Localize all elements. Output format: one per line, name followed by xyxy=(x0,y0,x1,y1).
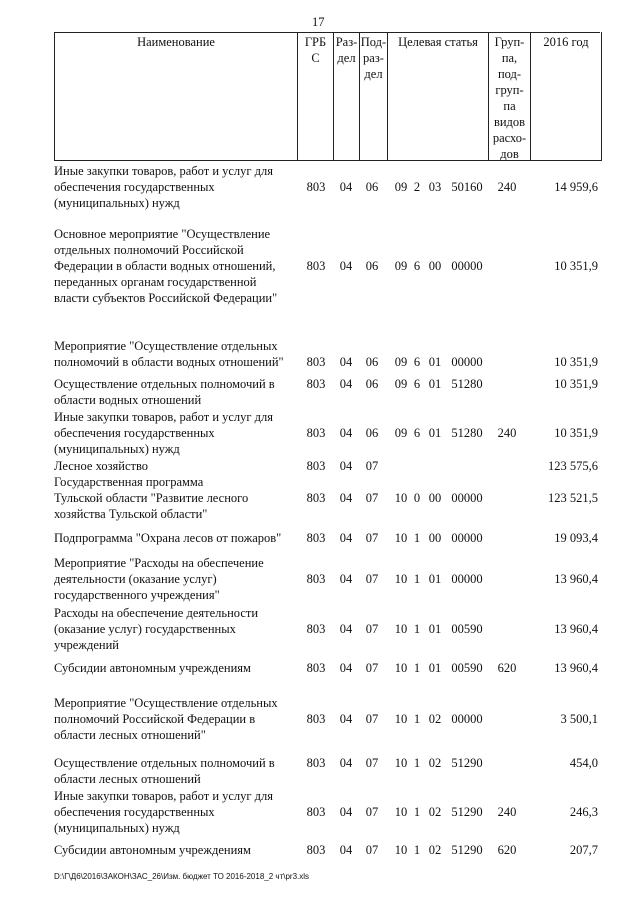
header-name xyxy=(55,32,297,160)
cell-b: 1 xyxy=(413,756,421,770)
cell-grbs: 803 xyxy=(306,622,326,636)
cell-razdel: 04 xyxy=(339,377,353,391)
header-group-line: видов xyxy=(493,115,526,129)
cell-b: 6 xyxy=(413,355,421,369)
cell-sum: 246,3 xyxy=(569,805,598,819)
header-group-line: груп- xyxy=(495,83,524,97)
cell-razdel: 04 xyxy=(339,622,353,636)
cell-c: 01 xyxy=(428,377,442,391)
cell-b: 1 xyxy=(413,622,421,636)
cell-a: 10 xyxy=(394,661,408,675)
cell-d: 00000 xyxy=(451,491,483,505)
row-name-line: (муниципальных) нужд xyxy=(54,196,180,210)
row-name-line: (оказание услуг) государственных xyxy=(54,622,236,636)
cell-razdel: 04 xyxy=(339,843,353,857)
cell-razdel: 04 xyxy=(339,756,353,770)
cell-c: 02 xyxy=(428,712,442,726)
cell-d: 00000 xyxy=(451,259,483,273)
cell-c: 01 xyxy=(428,661,442,675)
cell-c: 00 xyxy=(428,491,442,505)
row-name-line: (муниципальных) нужд xyxy=(54,442,180,456)
row-name-line: Субсидии автономным учреждениям xyxy=(54,661,251,675)
cell-sum: 10 351,9 xyxy=(554,259,598,273)
cell-razdel: 04 xyxy=(339,572,353,586)
cell-podr: 06 xyxy=(365,180,379,194)
cell-b: 2 xyxy=(413,180,421,194)
cell-a: 10 xyxy=(394,531,408,545)
row-name-line: Иные закупки товаров, работ и услуг для xyxy=(54,410,274,424)
cell-c: 01 xyxy=(428,426,442,440)
cell-d: 00000 xyxy=(451,355,483,369)
header-target-label: Целевая статья xyxy=(398,35,478,49)
cell-c: 03 xyxy=(428,180,442,194)
cell-d: 51290 xyxy=(451,843,483,857)
row-name xyxy=(54,695,296,743)
cell-grbs: 803 xyxy=(306,491,326,505)
header-group-line: под- xyxy=(497,67,522,81)
cell-podr: 07 xyxy=(365,572,379,586)
cell-b: 6 xyxy=(413,426,421,440)
cell-c: 02 xyxy=(428,756,442,770)
cell-sum: 14 959,6 xyxy=(554,180,598,194)
cell-sum: 13 960,4 xyxy=(554,622,598,636)
header-podrazdel-line: Под- xyxy=(360,35,387,49)
row-name-line: государственного учреждения" xyxy=(54,588,220,602)
cell-razdel: 04 xyxy=(339,355,353,369)
header-grbs xyxy=(297,32,333,160)
header-name-label: Наименование xyxy=(137,35,215,49)
header-grbs-line: С xyxy=(311,51,320,65)
row-name-line: хозяйства Тульской области" xyxy=(54,507,208,521)
cell-a: 09 xyxy=(394,180,408,194)
cell-razdel: 04 xyxy=(339,180,353,194)
row-name-line: Осуществление отдельных полномочий в xyxy=(54,756,275,770)
cell-grbs: 803 xyxy=(306,572,326,586)
cell-b: 1 xyxy=(413,661,421,675)
table-header xyxy=(54,32,602,161)
cell-grp: 240 xyxy=(497,180,517,194)
cell-grbs: 803 xyxy=(306,843,326,857)
header-group-line: дов xyxy=(500,147,519,161)
row-name-line: отдельных полномочий Российской xyxy=(54,243,244,257)
page-number: 17 xyxy=(312,15,325,29)
cell-a: 10 xyxy=(394,572,408,586)
row-name-line: Федерации в области водных отношений, xyxy=(54,259,276,273)
header-grbs-line: ГРБ xyxy=(304,35,327,49)
cell-podr: 07 xyxy=(365,756,379,770)
cell-c: 00 xyxy=(428,531,442,545)
cell-b: 1 xyxy=(413,531,421,545)
cell-grbs: 803 xyxy=(306,712,326,726)
cell-podr: 06 xyxy=(365,377,379,391)
row-name-line: Мероприятие "Осуществление отдельных xyxy=(54,339,278,353)
cell-b: 0 xyxy=(413,491,421,505)
row-name-line: Подпрограмма "Охрана лесов от пожаров" xyxy=(54,531,282,545)
header-podrazdel-line: раз- xyxy=(363,51,384,65)
row-name-line: Мероприятие "Осуществление отдельных xyxy=(54,696,278,710)
row-name-line: Иные закупки товаров, работ и услуг для xyxy=(54,789,274,803)
row-name-line: Мероприятие "Расходы на обеспечение xyxy=(54,556,264,570)
cell-a: 10 xyxy=(394,756,408,770)
header-group-line: расхо- xyxy=(492,131,527,145)
cell-a: 10 xyxy=(394,805,408,819)
row-name-line: обеспечения государственных xyxy=(54,180,215,194)
row-name xyxy=(54,605,296,653)
cell-grbs: 803 xyxy=(306,259,326,273)
cell-grp: 240 xyxy=(497,805,517,819)
cell-d: 51280 xyxy=(451,426,483,440)
cell-d: 51290 xyxy=(451,805,483,819)
cell-sum: 10 351,9 xyxy=(554,426,598,440)
cell-razdel: 04 xyxy=(339,259,353,273)
cell-a: 09 xyxy=(394,355,408,369)
cell-grbs: 803 xyxy=(306,180,326,194)
row-name-line: деятельности (оказание услуг) xyxy=(54,572,217,586)
cell-d: 00000 xyxy=(451,712,483,726)
cell-d: 00590 xyxy=(451,661,483,675)
cell-d: 51280 xyxy=(451,377,483,391)
header-razdel xyxy=(333,32,359,160)
cell-grbs: 803 xyxy=(306,756,326,770)
cell-grbs: 803 xyxy=(306,426,326,440)
row-name-line: обеспечения государственных xyxy=(54,805,215,819)
cell-grbs: 803 xyxy=(306,661,326,675)
cell-razdel: 04 xyxy=(339,712,353,726)
header-year-label: 2016 год xyxy=(543,35,589,49)
cell-podr: 06 xyxy=(365,259,379,273)
cell-sum: 13 960,4 xyxy=(554,572,598,586)
row-name-line: полномочий в области водных отношений" xyxy=(54,355,284,369)
header-target xyxy=(387,32,488,160)
header-podrazdel-line: дел xyxy=(364,67,383,81)
cell-sum: 10 351,9 xyxy=(554,355,598,369)
row-name-line: власти субъектов Российской Федерации" xyxy=(54,291,278,305)
cell-b: 1 xyxy=(413,572,421,586)
cell-b: 1 xyxy=(413,843,421,857)
cell-c: 00 xyxy=(428,259,442,273)
cell-sum: 19 093,4 xyxy=(554,531,598,545)
row-name xyxy=(54,226,296,306)
row-name-line: Осуществление отдельных полномочий в xyxy=(54,377,275,391)
cell-podr: 07 xyxy=(365,843,379,857)
cell-d: 51290 xyxy=(451,756,483,770)
cell-sum: 123 521,5 xyxy=(548,491,598,505)
header-group-line: Груп- xyxy=(494,35,525,49)
cell-grp: 620 xyxy=(497,661,517,675)
cell-a: 09 xyxy=(394,259,408,273)
row-name-line: (муниципальных) нужд xyxy=(54,821,180,835)
cell-sum: 10 351,9 xyxy=(554,377,598,391)
cell-podr: 07 xyxy=(365,622,379,636)
header-razdel-line: Раз- xyxy=(335,35,358,49)
cell-sum: 207,7 xyxy=(569,843,598,857)
cell-podr: 07 xyxy=(365,661,379,675)
cell-a: 10 xyxy=(394,843,408,857)
row-name xyxy=(54,409,296,457)
file-path-footer: D:\Г\Д6\2016\ЗАКОН\ЗАС_26\Изм. бюджет ТО 2016-2018_2 чт\pr3.xls xyxy=(54,872,310,881)
cell-c: 02 xyxy=(428,805,442,819)
row-name xyxy=(54,338,296,370)
cell-grbs: 803 xyxy=(306,805,326,819)
cell-grp: 240 xyxy=(497,426,517,440)
cell-podr: 07 xyxy=(365,459,379,473)
cell-b: 1 xyxy=(413,805,421,819)
row-name xyxy=(54,755,296,787)
header-year xyxy=(530,32,601,160)
row-name-line: Тульской области "Развитие лесного xyxy=(54,491,249,505)
cell-razdel: 04 xyxy=(339,805,353,819)
cell-c: 01 xyxy=(428,355,442,369)
cell-d: 00590 xyxy=(451,622,483,636)
cell-b: 6 xyxy=(413,259,421,273)
row-name-line: Государственная программа xyxy=(54,475,204,489)
cell-razdel: 04 xyxy=(339,459,353,473)
header-razdel-line: дел xyxy=(337,51,356,65)
header-group xyxy=(488,32,530,160)
row-name-line: учреждений xyxy=(54,638,119,652)
cell-c: 01 xyxy=(428,572,442,586)
cell-razdel: 04 xyxy=(339,426,353,440)
cell-sum: 13 960,4 xyxy=(554,661,598,675)
row-name xyxy=(54,163,296,211)
row-name xyxy=(54,530,296,546)
cell-sum: 454,0 xyxy=(569,756,598,770)
cell-sum: 3 500,1 xyxy=(560,712,598,726)
header-podrazdel xyxy=(359,32,387,160)
cell-podr: 07 xyxy=(365,491,379,505)
cell-a: 09 xyxy=(394,426,408,440)
row-name xyxy=(54,842,296,858)
header-group-line: па xyxy=(503,99,516,113)
row-name-line: Субсидии автономным учреждениям xyxy=(54,843,251,857)
row-name-line: Расходы на обеспечение деятельности xyxy=(54,606,259,620)
row-name xyxy=(54,458,296,474)
cell-grbs: 803 xyxy=(306,459,326,473)
row-name-line: Лесное хозяйство xyxy=(54,459,149,473)
cell-b: 6 xyxy=(413,377,421,391)
row-name xyxy=(54,474,296,522)
cell-razdel: 04 xyxy=(339,531,353,545)
row-name-line: обеспечения государственных xyxy=(54,426,215,440)
cell-a: 10 xyxy=(394,712,408,726)
cell-b: 1 xyxy=(413,712,421,726)
cell-podr: 07 xyxy=(365,805,379,819)
cell-d: 50160 xyxy=(451,180,483,194)
row-name-line: области лесных отношений xyxy=(54,772,201,786)
cell-podr: 06 xyxy=(365,426,379,440)
cell-c: 01 xyxy=(428,622,442,636)
row-name xyxy=(54,555,296,603)
cell-a: 10 xyxy=(394,491,408,505)
row-name-line: области водных отношений xyxy=(54,393,202,407)
cell-a: 10 xyxy=(394,622,408,636)
row-name-line: Основное мероприятие "Осуществление xyxy=(54,227,271,241)
cell-d: 00000 xyxy=(451,572,483,586)
header-group-line: па, xyxy=(501,51,518,65)
row-name-line: переданных органам государственной xyxy=(54,275,257,289)
row-name-line: полномочий Российской Федерации в xyxy=(54,712,256,726)
cell-podr: 06 xyxy=(365,355,379,369)
cell-grbs: 803 xyxy=(306,377,326,391)
cell-podr: 07 xyxy=(365,531,379,545)
cell-razdel: 04 xyxy=(339,491,353,505)
cell-grbs: 803 xyxy=(306,531,326,545)
cell-d: 00000 xyxy=(451,531,483,545)
cell-grbs: 803 xyxy=(306,355,326,369)
row-name xyxy=(54,660,296,676)
row-name-line: области лесных отношений" xyxy=(54,728,206,742)
cell-c: 02 xyxy=(428,843,442,857)
cell-sum: 123 575,6 xyxy=(548,459,598,473)
row-name xyxy=(54,376,296,408)
row-name xyxy=(54,788,296,836)
cell-podr: 07 xyxy=(365,712,379,726)
cell-a: 09 xyxy=(394,377,408,391)
cell-razdel: 04 xyxy=(339,661,353,675)
cell-grp: 620 xyxy=(497,843,517,857)
row-name-line: Иные закупки товаров, работ и услуг для xyxy=(54,164,274,178)
